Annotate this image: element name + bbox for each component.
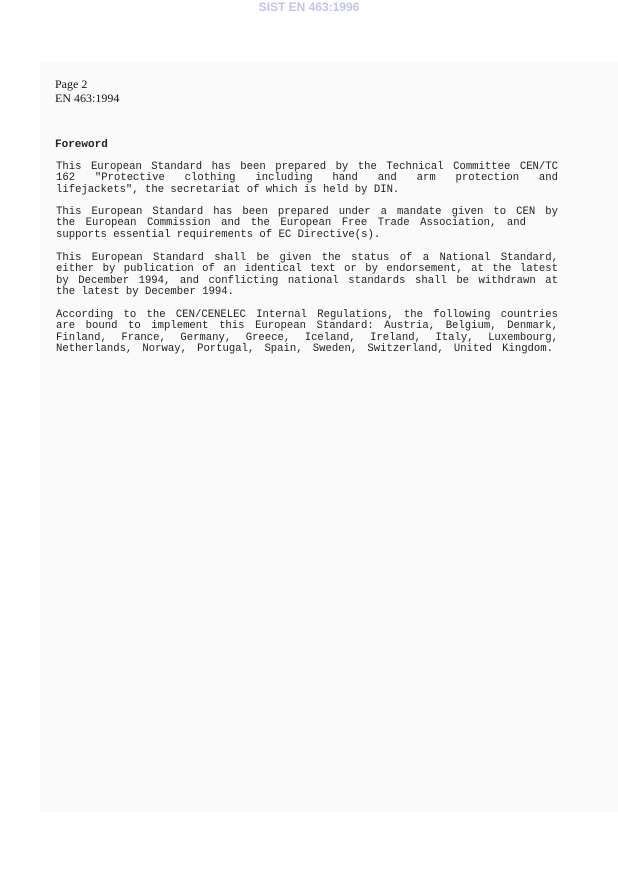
- text-line: Finland, France, Germany, Greece, Iceland, Ireland, Italy, Luxembourg,: [56, 331, 558, 344]
- text-line: supports essential requirements of EC Directive(s).: [56, 228, 381, 241]
- paragraph-1: [56, 162, 558, 196]
- text-line: by December 1994, and conflicting national standards shall be withdrawn at: [56, 274, 558, 287]
- standard-reference: EN 463:1994: [55, 91, 120, 105]
- paragraph-3: [56, 253, 558, 299]
- text-line: lifejackets", the secretariat of which is held by DIN.: [56, 183, 400, 196]
- text-line: either by publication of an identical text or by endorsement, at the latest: [56, 263, 558, 276]
- text-line: This European Standard has been prepared by the Technical Committee CEN/TC: [56, 161, 558, 173]
- text-line: Netherlands, Norway, Portugal, Spain, Sweden, Switzerland, United Kingdom.: [56, 343, 553, 356]
- watermark: SIST EN 463:1996: [258, 0, 360, 14]
- text-line: the latest by December 1994.: [56, 286, 235, 299]
- text-line: 162 "Protective clothing including hand and arm protection and: [56, 172, 558, 185]
- text-line: According to the CEN/CENELEC Internal Regulations, the following countries: [56, 309, 558, 321]
- text-line: This European Standard shall be given the status of a National Standard,: [56, 252, 558, 264]
- text-line: are bound to implement this European Standard: Austria, Belgium, Denmark,: [56, 320, 558, 333]
- paragraph-4: [56, 310, 558, 356]
- paragraph-2: [56, 207, 558, 241]
- section-heading: Foreword: [55, 139, 108, 151]
- page-number: Page 2: [55, 77, 88, 91]
- text-line: This European Standard has been prepared under a mandate given to CEN by: [56, 206, 558, 218]
- text-line: the European Commission and the European Free Trade Association, and: [56, 217, 526, 230]
